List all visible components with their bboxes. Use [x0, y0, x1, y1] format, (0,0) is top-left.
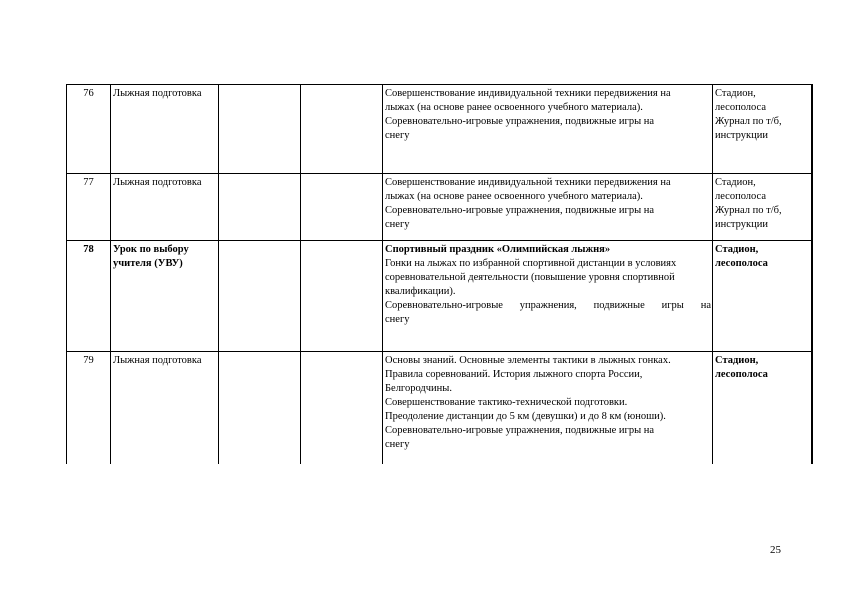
empty-cell — [301, 174, 383, 241]
place-line: Стадион, — [715, 88, 756, 99]
content-line: Основы знаний. Основные элементы тактики в лыжных гонках. — [385, 355, 671, 366]
lesson-topic: Лыжная подготовка — [111, 85, 219, 174]
content-line: снегу — [385, 439, 410, 450]
place-line: лесополоса — [715, 102, 767, 113]
content-line: Соревновательно-игровые упражнения, подвижные игры на — [385, 116, 655, 127]
lesson-content — [383, 174, 713, 241]
empty-cell — [219, 174, 301, 241]
empty-cell — [219, 241, 301, 352]
content-line: Соревновательно-игровые упражнения, подвижные игры на — [385, 425, 655, 436]
place-line: лесополоса — [715, 191, 767, 202]
lesson-topic: Лыжная подготовка — [111, 174, 219, 241]
place-line: лесополоса — [715, 258, 768, 269]
topic-line: учителя (УВУ) — [113, 258, 183, 269]
content-line: снегу — [385, 219, 410, 230]
empty-cell — [219, 85, 301, 174]
content-line: Совершенствование индивидуальной техники передвижения на — [385, 88, 671, 99]
content-line: снегу — [385, 314, 410, 325]
topic-line: Урок по выбору — [113, 244, 189, 255]
content-line: Соревновательно-игровые упражнения, подвижные игры на — [385, 300, 711, 311]
place-line: Стадион, — [715, 244, 759, 255]
table-row — [67, 352, 812, 465]
content-line: Совершенствование индивидуальной техники передвижения на — [385, 177, 671, 188]
content-line: лыжах (на основе ранее освоенного учебного материала). — [385, 102, 643, 113]
empty-cell — [219, 352, 301, 465]
empty-cell — [301, 85, 383, 174]
content-line: снегу — [385, 130, 410, 141]
content-title: Спортивный праздник «Олимпийская лыжня» — [385, 244, 611, 255]
lesson-content — [383, 241, 713, 352]
table-row — [67, 174, 812, 241]
place-line: лесополоса — [715, 369, 768, 380]
place-line: инструкции — [715, 219, 768, 230]
empty-cell — [301, 352, 383, 465]
empty-cell — [301, 241, 383, 352]
content-line: квалификации). — [385, 286, 456, 297]
lesson-number: 76 — [67, 85, 111, 174]
page-number: 25 — [770, 544, 781, 556]
lesson-number: 79 — [67, 352, 111, 465]
place-line: инструкции — [715, 130, 768, 141]
lesson-content — [383, 352, 713, 465]
place-line: Стадион, — [715, 355, 759, 366]
lesson-plan-table — [66, 84, 813, 464]
content-line: лыжах (на основе ранее освоенного учебного материала). — [385, 191, 643, 202]
content-line: Соревновательно-игровые упражнения, подвижные игры на — [385, 205, 655, 216]
content-line: Правила соревнований. История лыжного спорта России, — [385, 369, 643, 380]
table-row — [67, 85, 812, 174]
lesson-content — [383, 85, 713, 174]
place-line: Журнал по т/б, — [715, 205, 782, 216]
content-line: Гонки на лыжах по избранной спортивной дистанции в условиях — [385, 258, 677, 269]
content-line: Белгородчины. — [385, 383, 452, 394]
table-row — [67, 241, 812, 352]
lesson-topic — [111, 241, 219, 352]
lesson-topic: Лыжная подготовка — [111, 352, 219, 465]
lesson-place — [713, 241, 812, 352]
place-line: Журнал по т/б, — [715, 116, 782, 127]
content-line: соревновательной деятельности (повышение уровня спортивной — [385, 272, 675, 283]
lesson-place — [713, 174, 812, 241]
content-line: Совершенствование тактико-технической подготовки. — [385, 397, 628, 408]
content-line: Преодоление дистанции до 5 км (девушки) и до 8 км (юноши). — [385, 411, 666, 422]
lesson-number: 78 — [67, 241, 111, 352]
lesson-place — [713, 85, 812, 174]
place-line: Стадион, — [715, 177, 756, 188]
lesson-number: 77 — [67, 174, 111, 241]
lesson-place — [713, 352, 812, 465]
